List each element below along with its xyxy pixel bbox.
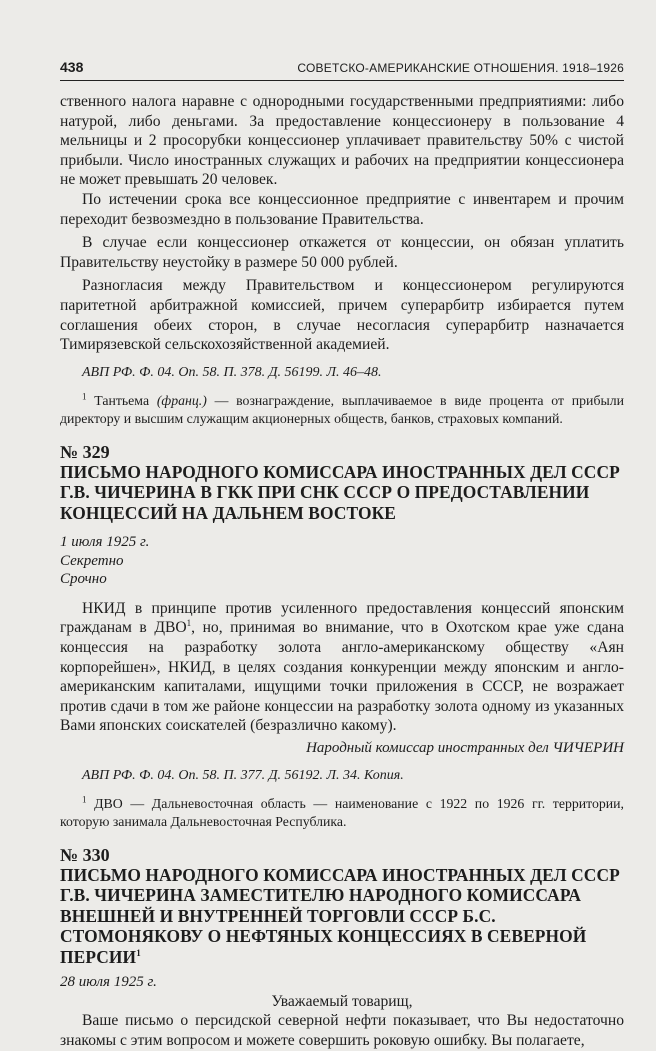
doc328-footnote	[60, 392, 624, 428]
doc330-title	[60, 865, 624, 968]
doc330-body: Ваше письмо о персидской северной нефти показывает, что Вы недостаточно знакомы с этим вопросом и можете совершить роковую ошибку. Вы полагаете,	[60, 1012, 624, 1050]
footnote-marker: 1	[82, 391, 87, 402]
doc328-paragraph-3: В случае если концессионер откажется от концессии, он обязан уплатить Правительству неустойку в размере 50 000 рублей.	[60, 234, 624, 271]
doc329-footnote	[60, 795, 624, 831]
doc328-paragraph-1: ственного налога наравне с однородными государственными предприятиями: либо натурой, либо деньгами. За предоставление концессионеру в пользование 4 мельницы и 2 просорубки концессионер уплачивает правительству 50% с чистой прибыли. Число иностранных служащих и рабочих на предприятии концессионера не может превышать 20 человек.	[60, 93, 624, 189]
doc330-salutation: Уважаемый товарищ,	[271, 992, 413, 1010]
page-number: 438	[60, 59, 84, 75]
footnote-language: (франц.)	[156, 392, 207, 408]
doc330-number: № 330	[60, 844, 110, 865]
running-title: СОВЕТСКО-АМЕРИКАНСКИЕ ОТНОШЕНИЯ. 1918–1926	[297, 61, 624, 75]
footnote-marker: 1	[82, 794, 87, 805]
footnote-marker: 1	[136, 948, 141, 959]
running-header	[60, 58, 624, 81]
doc329-secret-mark: Секретно	[60, 552, 124, 569]
footnote-text: ДВО — Дальневосточная область — наименование с 1922 по 1926 гг. территории, которую занимала Дальневосточная Республика.	[60, 795, 624, 829]
doc329-number: № 329	[60, 441, 110, 462]
doc329-urgent-mark: Срочно	[60, 571, 107, 588]
book-page	[60, 0, 625, 1050]
doc330-title-text: ПИСЬМО НАРОДНОГО КОМИССАРА ИНОСТРАННЫХ ДЕЛ СССР Г.В. ЧИЧЕРИНА ЗАМЕСТИТЕЛЮ НАРОДНОГО КОМИССАРА ВНЕШНЕЙ И ВНУТРЕННЕЙ ТОРГОВЛИ СССР Б.С. СТОМОНЯКОВУ О НЕФТЯНЫХ КОНЦЕССИЯХ В СЕВЕРНОЙ ПЕРСИИ	[60, 864, 620, 967]
doc329-date: 1 июля 1925 г.	[60, 534, 150, 551]
doc328-paragraph-4: Разногласия между Правительством и концессионером регулируются паритетной арбитражной комиссией, причем суперарбитр избирается путем соглашения обеих сторон, в случае несогласия суперарбитр назначается Тимирязевской сельскохозяйственной академией.	[60, 277, 624, 354]
doc330-date: 28 июля 1925 г.	[60, 974, 157, 991]
doc329-title: ПИСЬМО НАРОДНОГО КОМИССАРА ИНОСТРАННЫХ ДЕЛ СССР Г.В. ЧИЧЕРИНА В ГКК ПРИ СНК СССР О ПРЕДОСТАВЛЕНИИ КОНЦЕССИЙ НА ДАЛЬНЕМ ВОСТОКЕ	[60, 461, 620, 523]
doc328-paragraph-2: По истечении срока все концессионное предприятие с инвентарем и прочим переходит безвозмездно в пользование Правительства.	[60, 190, 624, 228]
doc329-body	[60, 599, 624, 736]
doc328-archive-reference: АВП РФ. Ф. 04. Оп. 58. П. 378. Д. 56199. Л. 46–48.	[82, 364, 382, 380]
doc329-signature: Народный комиссар иностранных дел ЧИЧЕРИН	[306, 739, 624, 756]
doc329-body-end: , но, принимая во внимание, что в Охотском крае уже сдана концессия на разработку золота англо-американскому обществу «Аян корпорейшен», НКИД, в целях создания конкуренции между японским и англо-американским капиталами, ищущими точки приложения в СССР, не возражает против сдачи в том же районе концессии на разработку золота одному из указанных Вами японских соискателей (безразлично какому).	[60, 619, 624, 735]
doc329-archive-reference: АВП РФ. Ф. 04. Оп. 58. П. 377. Д. 56192. Л. 34. Копия.	[82, 767, 404, 783]
footnote-text: — вознаграждение, выплачиваемое в виде процента от прибыли директору и высшим служащим акционерных обществ, банков, страховых компаний.	[60, 392, 625, 426]
page-content	[60, 92, 624, 1051]
footnote-term: Тантьема	[94, 392, 150, 408]
doc329-body-start: НКИД в принципе против усиленного предоставления концессий японским гражданам в ДВО	[60, 599, 624, 637]
footnote-marker: 1	[186, 618, 192, 629]
